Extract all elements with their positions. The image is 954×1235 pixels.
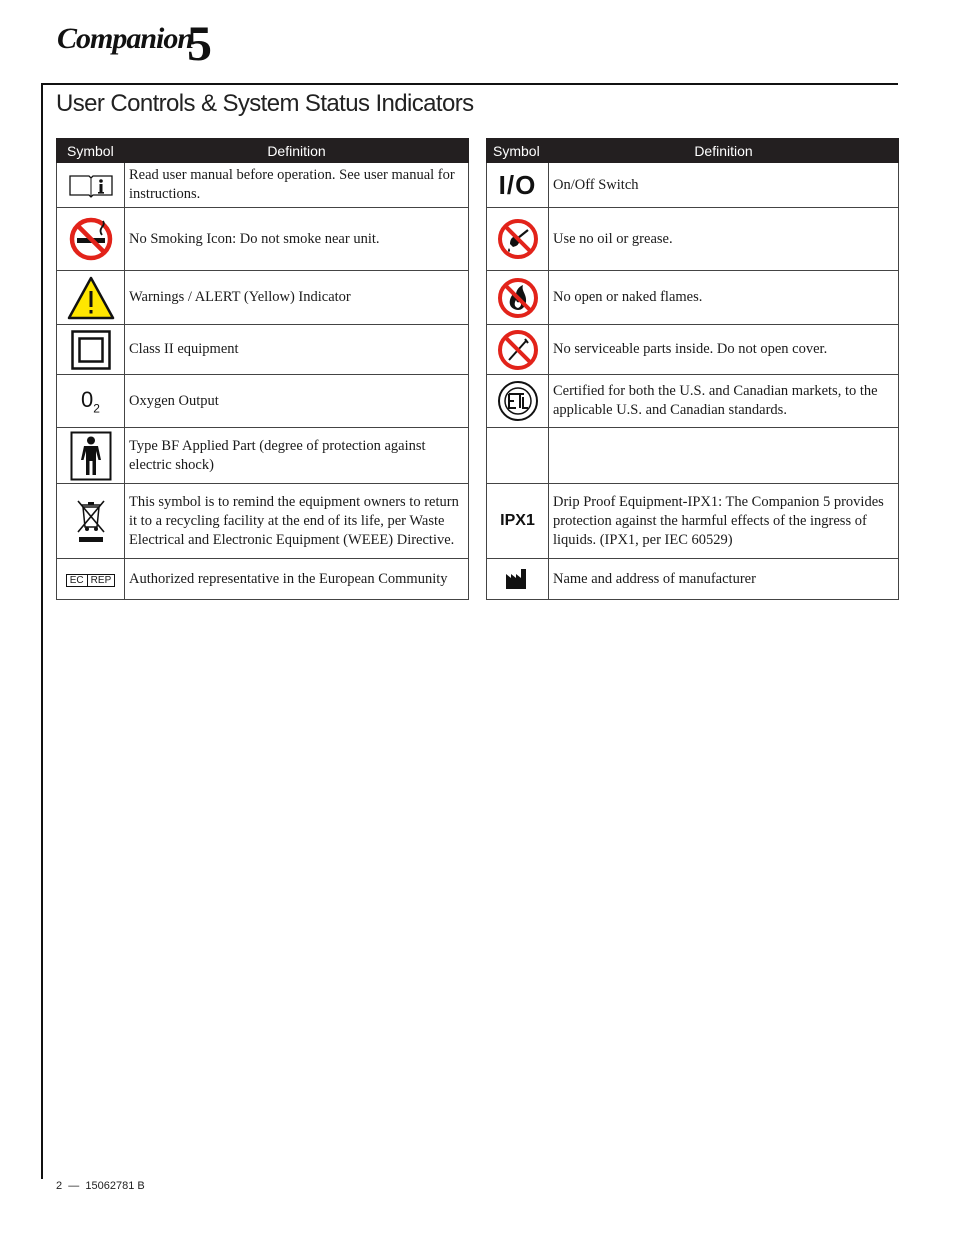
table-row [57,559,469,600]
symbol-column-header: Symbol [57,139,125,163]
weee-crossed-bin-icon [57,484,125,559]
on-off-symbol-text: I/O [498,169,537,200]
definition-text: Warnings / ALERT (Yellow) Indicator [125,271,469,325]
page-footer [56,1180,145,1192]
document-number: 15062781 B [85,1180,145,1192]
page-title: User Controls & System Status Indicators [56,90,474,117]
oxygen-symbol-text: 0 [81,386,94,412]
definition-text: Authorized representative in the European Community [125,559,469,600]
definition-text: Class II equipment [125,325,469,375]
logo-word: Companion [57,22,194,55]
table-row [487,163,899,208]
no-oil-grease-icon [487,208,549,271]
margin-rule [41,83,43,1179]
type-bf-applied-part-icon [57,428,125,484]
table-row [487,208,899,271]
definition-text: Type BF Applied Part (degree of protection against electric shock) [125,428,469,484]
definition-text: On/Off Switch [549,163,899,208]
class-ii-equipment-icon [57,325,125,375]
definition-text: This symbol is to remind the equipment owners to return it to a recycling facility at the end of its life, per Waste Electrical and Electronic Equipment (WEEE) Directive. [125,484,469,559]
definition-text: Oxygen Output [125,375,469,428]
no-open-flames-icon [487,271,549,325]
table-row [487,271,899,325]
definition-text: Read user manual before operation. See user manual for instructions. [125,163,469,208]
etl-certification-icon [487,375,549,428]
ipx1-symbol-text: IPX1 [500,512,535,529]
definition-column-header: Definition [125,139,469,163]
table-row [487,375,899,428]
on-off-switch-icon [487,163,549,208]
oxygen-symbol-subscript: 2 [93,401,100,416]
table-row [57,208,469,271]
header-rule [41,83,898,85]
logo-number: 5 [187,15,212,71]
symbol-column-header: Symbol [487,139,549,163]
ec-label: EC [69,575,84,586]
no-serviceable-parts-icon [487,325,549,375]
empty-symbol-cell [487,428,549,484]
manufacturer-icon [487,559,549,600]
definition-text: Name and address of manufacturer [549,559,899,600]
definition-text [549,428,899,484]
oxygen-output-icon [57,375,125,428]
table-row [487,325,899,375]
symbols-table-right [486,138,899,600]
companion5-logo [57,15,222,71]
page-number: 2 [56,1180,63,1192]
definition-text: Use no oil or grease. [549,208,899,271]
rep-label: REP [87,575,115,586]
definition-text: No serviceable parts inside. Do not open cover. [549,325,899,375]
definition-text: No Smoking Icon: Do not smoke near unit. [125,208,469,271]
no-smoking-icon [57,208,125,271]
warning-triangle-icon [57,271,125,325]
table-row [57,325,469,375]
read-manual-icon [57,163,125,208]
table-row [487,559,899,600]
table-row [57,484,469,559]
definition-text: Certified for both the U.S. and Canadian markets, to the applicable U.S. and Canadian standards. [549,375,899,428]
table-row [57,428,469,484]
table-row [57,163,469,208]
table-row [487,428,899,484]
symbols-table-left [56,138,469,600]
ec-rep-icon [57,559,125,600]
table-row [57,271,469,325]
table-row [57,375,469,428]
footer-separator: — [68,1180,80,1192]
definition-text: No open or naked flames. [549,271,899,325]
definition-column-header: Definition [549,139,899,163]
definition-text: Drip Proof Equipment-IPX1: The Companion 5 provides protection against the harmful effects of the ingress of liquids. (IPX1, per IEC 60529) [549,484,899,559]
table-row [487,484,899,559]
ipx1-icon [487,484,549,559]
